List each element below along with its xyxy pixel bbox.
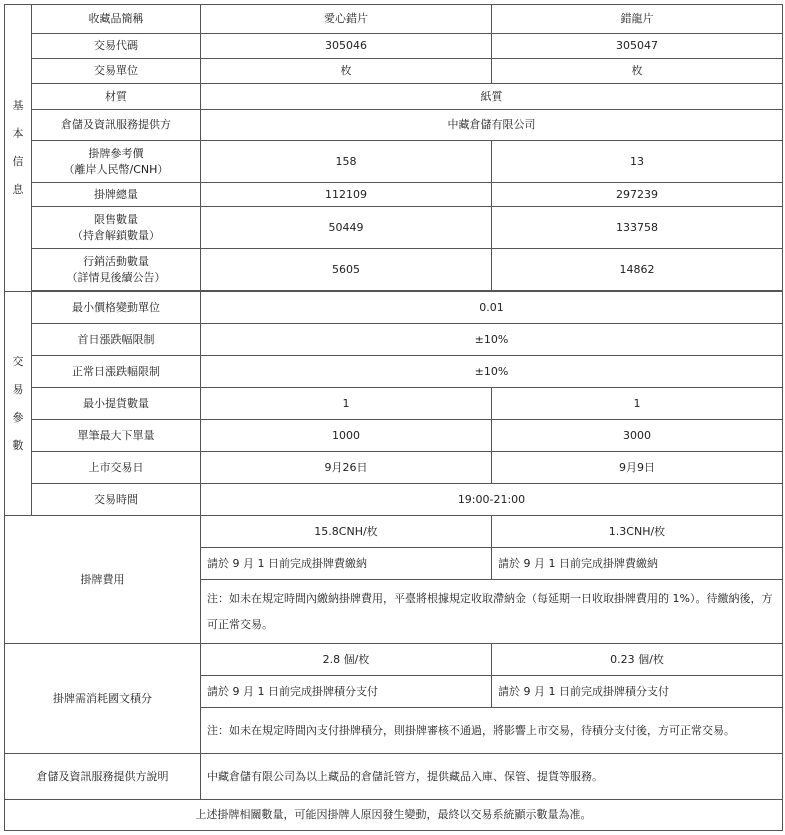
section-trading-params: [5, 292, 32, 516]
restricted-qty-label: [32, 207, 201, 249]
trade-unit-label: 交易單位: [32, 59, 201, 84]
listing-date-a: 9月26日: [201, 452, 492, 484]
marketing-qty-b: 14862: [492, 249, 783, 291]
points-note: 注：如未在規定時間內支付掛牌積分，則掛牌審核不通過，將影響上市交易，待積分支付後，方可正常交易。: [201, 708, 783, 754]
points-b-note: 請於 9 月 1 日前完成掛牌積分支付: [492, 676, 783, 708]
points-a: 2.8 個/枚: [201, 644, 492, 676]
first-day-limit-value: ±10%: [201, 324, 783, 356]
listing-fee-note: 注：如未在規定時間內繳納掛牌費用，平臺將根據規定收取滯納金（每延期一日收取掛牌費用的 1%）。待繳納後，方可正常交易。: [201, 580, 783, 644]
collection-name-a: 愛心錯片: [201, 5, 492, 34]
marketing-qty-label: [32, 249, 201, 291]
restricted-qty-a: 50449: [201, 207, 492, 249]
listing-date-label: 上市交易日: [32, 452, 201, 484]
restricted-qty-label-line1: 限售數量: [94, 212, 138, 226]
section-char: 參: [12, 410, 24, 424]
points-label: 掛牌需消耗國文積分: [5, 644, 201, 754]
trading-hours-value: 19:00-21:00: [201, 484, 783, 516]
section-char: 數: [12, 438, 24, 452]
first-day-limit-label: 首日漲跌幅限制: [32, 324, 201, 356]
section-char: 息: [12, 183, 24, 196]
listing-info-table: [4, 4, 783, 831]
listing-fee-b-note: 請於 9 月 1 日前完成掛牌費繳納: [492, 548, 783, 580]
total-qty-label: 掛牌總量: [32, 183, 201, 207]
section-basic-info: [5, 5, 32, 292]
provider-desc-label: 倉儲及資訊服務提供方說明: [5, 754, 201, 800]
restricted-qty-label-line2: （持倉解鎖數量）: [72, 228, 160, 242]
trade-code-label: 交易代碼: [32, 34, 201, 59]
section-char: 信: [12, 155, 24, 168]
max-order-label: 單筆最大下單量: [32, 420, 201, 452]
min-delivery-b: 1: [492, 388, 783, 420]
max-order-a: 1000: [201, 420, 492, 452]
section-char: 易: [12, 382, 24, 396]
ref-price-label-line1: 掛牌參考價: [88, 146, 144, 160]
min-tick-value: 0.01: [201, 292, 783, 324]
points-a-note: 請於 9 月 1 日前完成掛牌積分支付: [201, 676, 492, 708]
trading-hours-label: 交易時間: [32, 484, 201, 516]
ref-price-b: 13: [492, 141, 783, 183]
listing-fee-a-note: 請於 9 月 1 日前完成掛牌費繳納: [201, 548, 492, 580]
points-b: 0.23 個/枚: [492, 644, 783, 676]
listing-fee-label: 掛牌費用: [5, 516, 201, 644]
total-qty-a: 112109: [201, 183, 492, 207]
provider-value: 中藏倉儲有限公司: [201, 110, 783, 141]
collection-name-label: 收藏品簡稱: [32, 5, 201, 34]
ref-price-label: [32, 141, 201, 183]
section-char: 交: [12, 354, 24, 368]
section-char: 本: [12, 127, 24, 140]
ref-price-label-line2: （離岸人民幣/CNH）: [63, 162, 169, 176]
trade-unit-b: 枚: [492, 59, 783, 84]
marketing-qty-a: 5605: [201, 249, 492, 291]
min-delivery-label: 最小提貨數量: [32, 388, 201, 420]
trade-unit-a: 枚: [201, 59, 492, 84]
min-delivery-a: 1: [201, 388, 492, 420]
listing-fee-a: 15.8CNH/枚: [201, 516, 492, 548]
material-value: 紙質: [201, 84, 783, 110]
listing-date-b: 9月9日: [492, 452, 783, 484]
normal-limit-label: 正常日漲跌幅限制: [32, 356, 201, 388]
normal-limit-value: ±10%: [201, 356, 783, 388]
max-order-b: 3000: [492, 420, 783, 452]
listing-fee-b: 1.3CNH/枚: [492, 516, 783, 548]
collection-name-b: 錯龍片: [492, 5, 783, 34]
trade-code-a: 305046: [201, 34, 492, 59]
ref-price-a: 158: [201, 141, 492, 183]
marketing-qty-label-line2: （詳情見後續公告）: [66, 270, 166, 284]
min-tick-label: 最小價格變動單位: [32, 292, 201, 324]
total-qty-b: 297239: [492, 183, 783, 207]
section-char: 基: [12, 99, 24, 112]
restricted-qty-b: 133758: [492, 207, 783, 249]
provider-desc-value: 中藏倉儲有限公司為以上藏品的倉儲託管方，提供藏品入庫、保管、提貨等服務。: [201, 754, 783, 800]
trade-code-b: 305047: [492, 34, 783, 59]
footer-note: 上述掛牌相關數量，可能因掛牌人原因發生變動，最終以交易系統顯示數量為准。: [5, 800, 783, 831]
provider-label: 倉儲及資訊服務提供方: [32, 110, 201, 141]
marketing-qty-label-line1: 行銷活動數量: [83, 254, 149, 268]
material-label: 材質: [32, 84, 201, 110]
